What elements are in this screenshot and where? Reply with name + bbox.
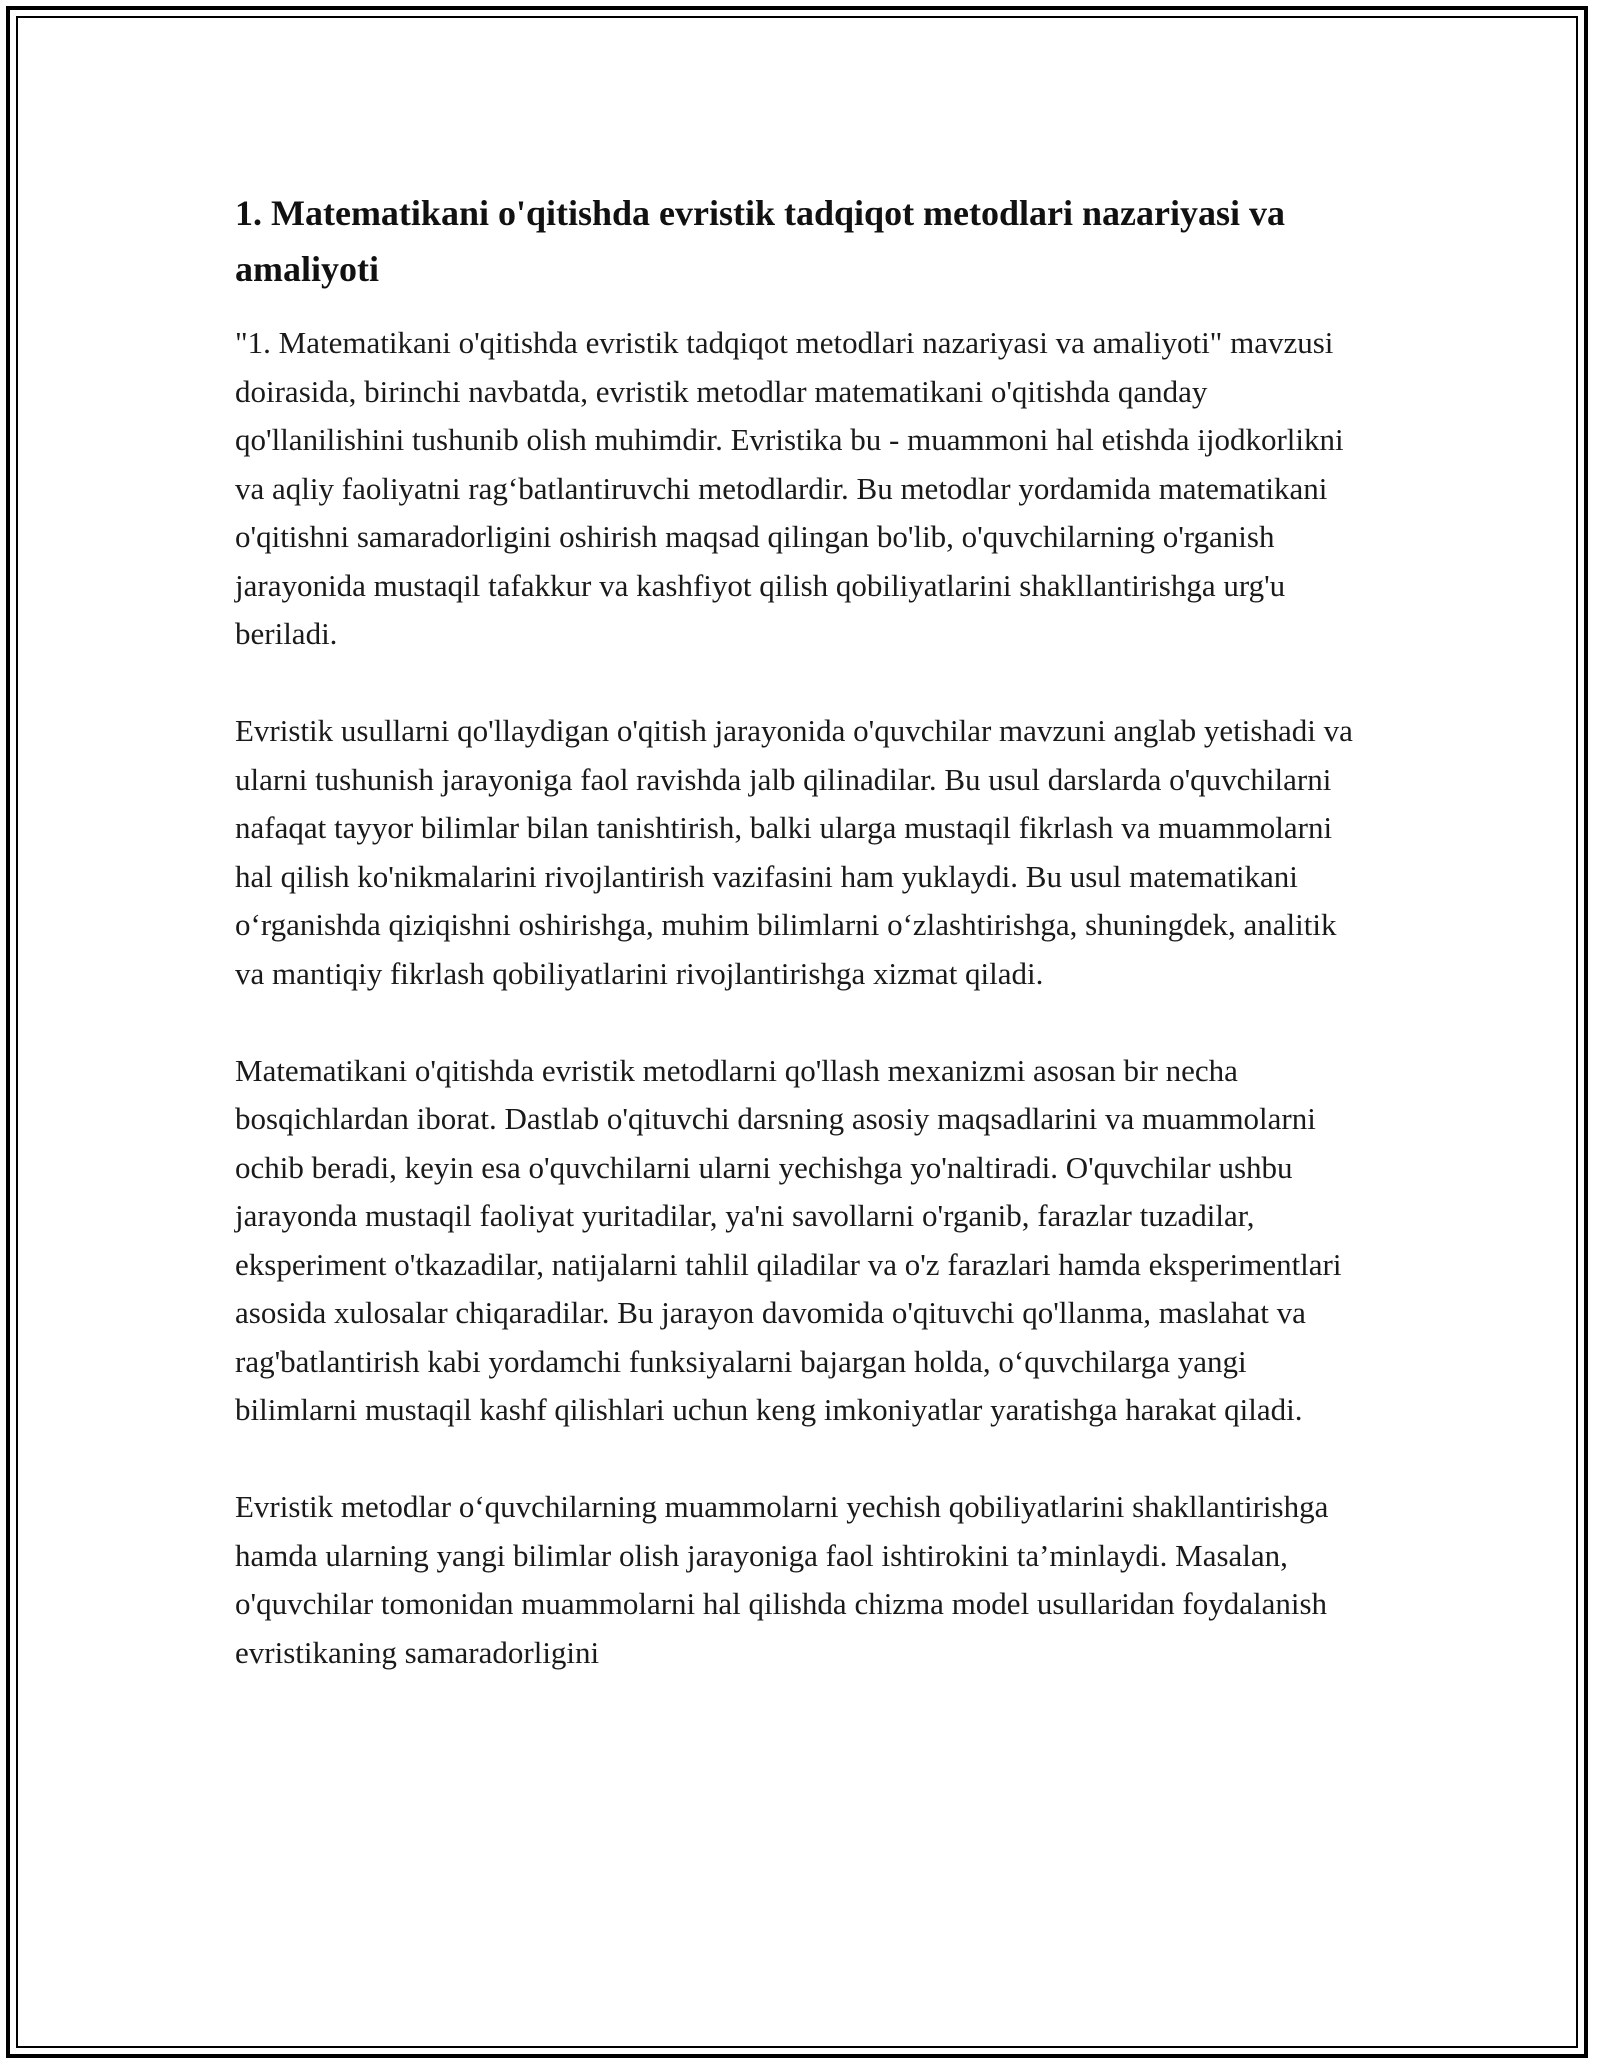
paragraph-4: Evristik metodlar o‘quvchilarning muammolarni yechish qobiliyatlarini shakllantirishga hamda ularning yangi bilimlar olish jarayoniga faol ishtirokini ta’minlaydi. Masalan, o'quvchilar tomonidan muammolarni hal qilishda chizma model usullaridan foydalanish evristikaning samaradorligini [235,1489,1329,1670]
paragraph-2: Evristik usullarni qo'llaydigan o'qitish jarayonida o'quvchilar mavzuni anglab yetishadi va ularni tushunish jarayoniga faol ravishda jalb qilinadilar. Bu usul darslarda o'quvchilarni nafaqat tayyor bilimlar bilan tanishtirish, balki ularga mustaqil fikrlash va muammolarni hal qilish ko'nikmalarini rivojlantirish vazifasini ham yuklaydi. Bu usul matematikani o‘rganishda qiziqishni oshirishga, muhim bilimlarni o‘zlashtirishga, shuningdek, analitik va mantiqiy fikrlash qobiliyatlarini rivojlantirishga xizmat qiladi. [235,713,1353,991]
document-body [235,185,1365,1677]
document-heading: 1. Matematikani o'qitishda evristik tadqiqot metodlari nazariyasi va amaliyoti [235,193,1286,289]
paragraph-3: Matematikani o'qitishda evristik metodlarni qo'llash mexanizmi asosan bir necha bosqichlardan iborat. Dastlab o'qituvchi darsning asosiy maqsadlarini va muammolarni ochib beradi, keyin esa o'quvchilarni ularni yechishga yo'naltiradi. O'quvchilar ushbu jarayonda mustaqil faoliyat yuritadilar, ya'ni savollarni o'rganib, farazlar tuzadilar, eksperiment o'tkazadilar, natijalarni tahlil qiladilar va o'z farazlari hamda eksperimentlari asosida xulosalar chiqaradilar. Bu jarayon davomida o'qituvchi qo'llanma, maslahat va rag'batlantirish kabi yordamchi funksiyalarni bajargan holda, o‘quvchilarga yangi bilimlarni mustaqil kashf qilishlari uchun keng imkoniyatlar yaratishga harakat qiladi. [235,1052,1342,1427]
paragraph-1: "1. Matematikani o'qitishda evristik tadqiqot metodlari nazariyasi va amaliyoti" mavzusi doirasida, birinchi navbatda, evristik metodlar matematikani o'qitishda qanday qo'llanilishini tushunib olish muhimdir. Evristika bu - muammoni hal etishda ijodkorlikni va aqliy faoliyatni rag‘batlantiruvchi metodlardir. Bu metodlar yordamida matematikani o'qitishni samaradorligini oshirish maqsad qilingan bo'lib, o'quvchilarning o'rganish jarayonida mustaqil tafakkur va kashfiyot qilish qobiliyatlarini shakllantirishga urg'u beriladi. [235,325,1344,651]
